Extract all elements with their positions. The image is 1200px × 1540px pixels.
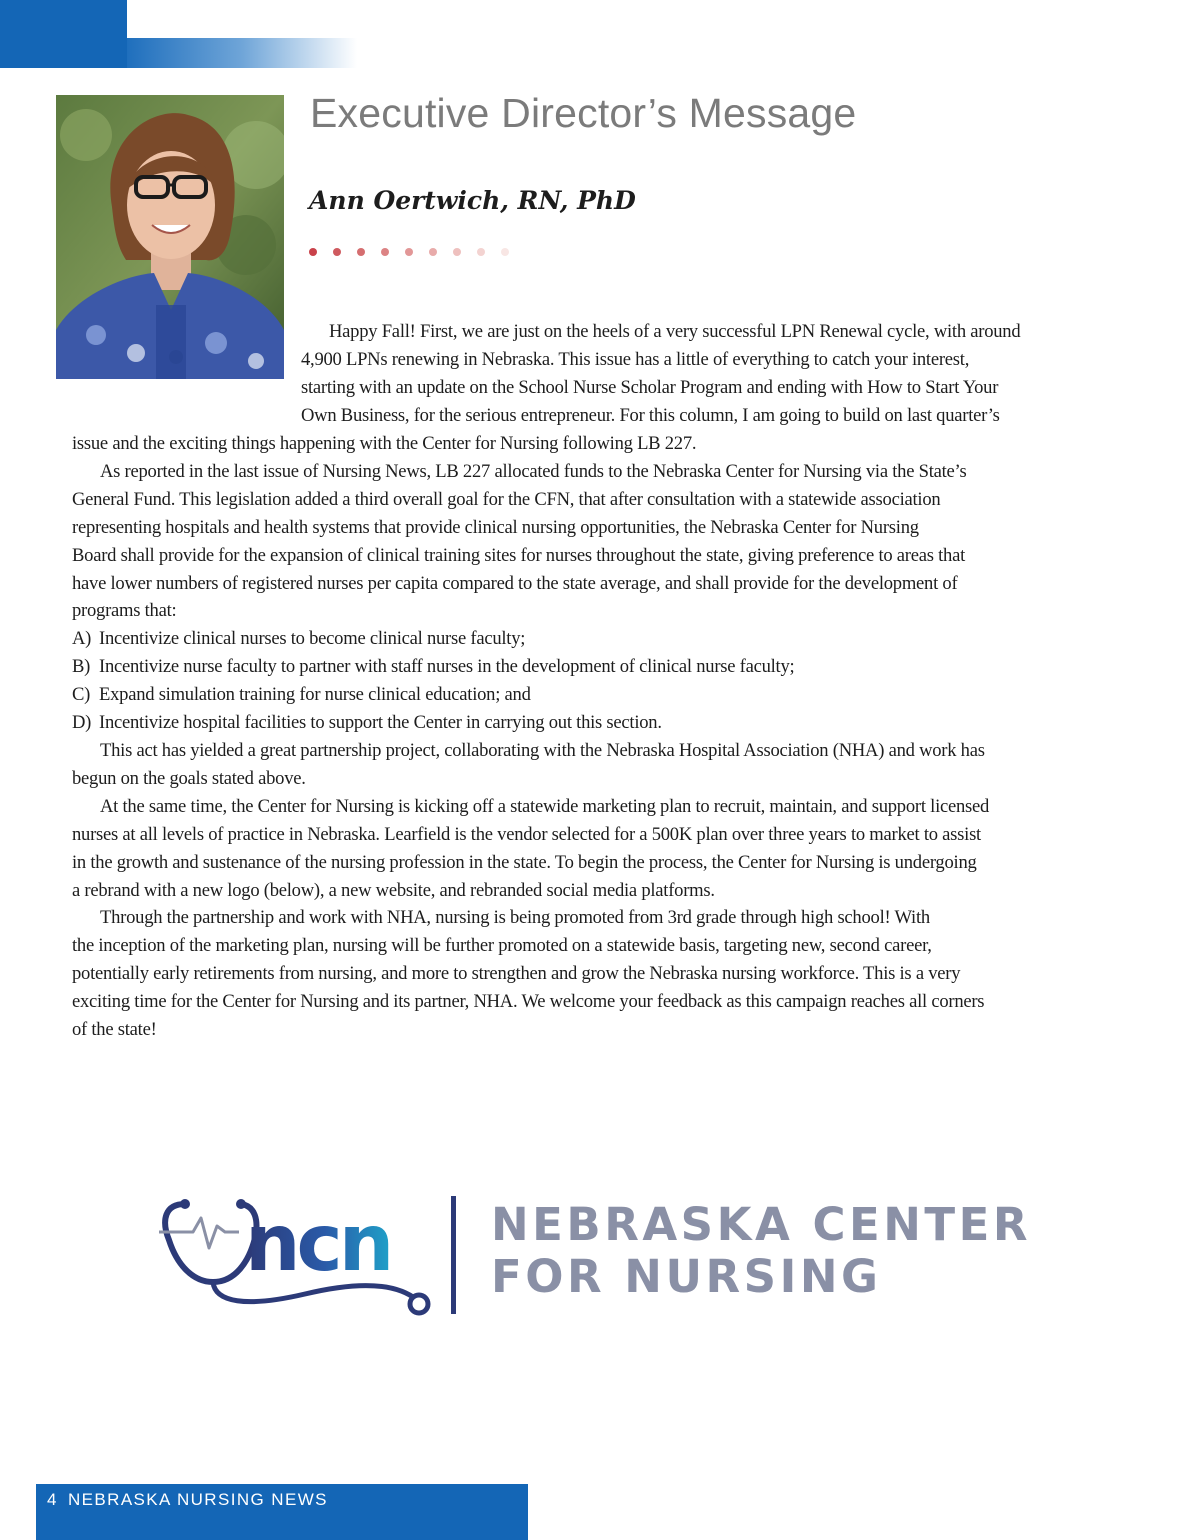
text-line: Board shall provide for the expansion of clinical training sites for nurses throughout the state, giving preference to areas that xyxy=(72,544,966,566)
intro-paragraph xyxy=(301,318,1141,430)
goals-list xyxy=(72,625,1140,737)
footer-label xyxy=(47,1490,328,1510)
text-line: This act has yielded a great partnership project, collaborating with the Nebraska Hospital Association (NHA) and work has xyxy=(100,739,985,761)
decorative-dot xyxy=(453,248,461,256)
article-body xyxy=(72,430,1140,1044)
top-gradient-band xyxy=(127,38,357,68)
text-line: potentially early retirements from nursing, and more to strengthen and grow the Nebraska nursing workforce. This is a very xyxy=(72,963,961,985)
author-name: Ann Oertwich, RN, PhD xyxy=(309,186,636,215)
page-footer xyxy=(36,1484,528,1540)
logo-divider xyxy=(451,1196,456,1314)
list-item xyxy=(72,625,1140,653)
decorative-dot xyxy=(429,248,437,256)
ncn-logo xyxy=(155,1190,1055,1320)
logo-org-line-2: FOR NURSING xyxy=(491,1250,882,1303)
text-line: have lower numbers of registered nurses per capita compared to the state average, and shall provide for the development of xyxy=(72,572,958,594)
list-item xyxy=(72,709,1140,737)
list-text: Expand simulation training for nurse clinical education; and xyxy=(99,684,531,706)
intro-continuation xyxy=(72,430,1140,458)
list-text: Incentivize hospital facilities to support the Center in carrying out this section. xyxy=(99,712,662,734)
decorative-dot xyxy=(309,248,317,256)
text-line: Happy Fall! First, we are just on the heels of a very successful LPN Renewal cycle, with around xyxy=(329,321,1021,342)
list-text: Incentivize nurse faculty to partner with staff nurses in the development of clinical nurse faculty; xyxy=(99,656,795,678)
text-line: of the state! xyxy=(72,1019,157,1041)
paragraph-partnership xyxy=(72,737,1140,793)
logo-org-line-1: NEBRASKA CENTER xyxy=(491,1198,1031,1251)
list-text: Incentivize clinical nurses to become clinical nurse faculty; xyxy=(99,628,526,650)
text-line: issue and the exciting things happening with the Center for Nursing following LB 227. xyxy=(72,433,697,454)
author-photo xyxy=(56,95,284,379)
text-line: representing hospitals and health systems that provide clinical nursing opportunities, the Nebraska Center for Nursing xyxy=(72,516,919,538)
decorative-dot xyxy=(477,248,485,256)
list-item xyxy=(72,653,1140,681)
decorative-dot xyxy=(405,248,413,256)
text-line: nurses at all levels of practice in Nebraska. Learfield is the vendor selected for a 500K plan over three years to market to assist xyxy=(72,823,981,845)
publication-name: NEBRASKA NURSING NEWS xyxy=(67,1490,328,1509)
text-line: Through the partnership and work with NHA, nursing is being promoted from 3rd grade through high school! With xyxy=(100,907,930,929)
list-item xyxy=(72,681,1140,709)
text-line: exciting time for the Center for Nursing and its partner, NHA. We welcome your feedback as this campaign reaches all corners xyxy=(72,991,985,1013)
decorative-dot xyxy=(501,248,509,256)
text-line: 4,900 LPNs renewing in Nebraska. This issue has a little of everything to catch your interest, xyxy=(301,348,970,370)
text-line: programs that: xyxy=(72,600,177,622)
list-letter: A) xyxy=(72,628,92,650)
text-line: in the growth and sustenance of the nursing profession in the state. To begin the process, the Center for Nursing is undergoing xyxy=(72,851,977,873)
decorative-dot xyxy=(357,248,365,256)
logo-mark-text: ncn xyxy=(245,1199,391,1289)
text-line: starting with an update on the School Nurse Scholar Program and ending with How to Start Your xyxy=(301,376,999,398)
text-line: General Fund. This legislation added a third overall goal for the CFN, that after consultation with a statewide association xyxy=(72,488,941,510)
text-line: the inception of the marketing plan, nursing will be further promoted on a statewide basis, targeting new, second career, xyxy=(72,935,932,957)
paragraph-marketing xyxy=(72,793,1140,905)
decorative-dot xyxy=(333,248,341,256)
list-letter: D) xyxy=(72,712,92,734)
text-line: At the same time, the Center for Nursing is kicking off a statewide marketing plan to recruit, maintain, and support licensed xyxy=(100,795,990,817)
text-line: As reported in the last issue of Nursing News, LB 227 allocated funds to the Nebraska Center for Nursing via the State’s xyxy=(100,460,967,482)
text-line: begun on the goals stated above. xyxy=(72,767,306,789)
paragraph-closing xyxy=(72,904,1140,1044)
top-accent-band xyxy=(0,38,127,68)
decorative-dot xyxy=(381,248,389,256)
list-letter: B) xyxy=(72,656,91,678)
stethoscope-icon xyxy=(155,1190,445,1320)
paragraph-lb227 xyxy=(72,458,1140,625)
text-line: Own Business, for the serious entrepreneur. For this column, I am going to build on last quarter’s xyxy=(301,404,1000,426)
page-number: 4 xyxy=(47,1490,58,1509)
list-letter: C) xyxy=(72,684,91,706)
page-title: Executive Director’s Message xyxy=(310,90,857,136)
text-line: a rebrand with a new logo (below), a new website, and rebranded social media platforms. xyxy=(72,879,715,901)
